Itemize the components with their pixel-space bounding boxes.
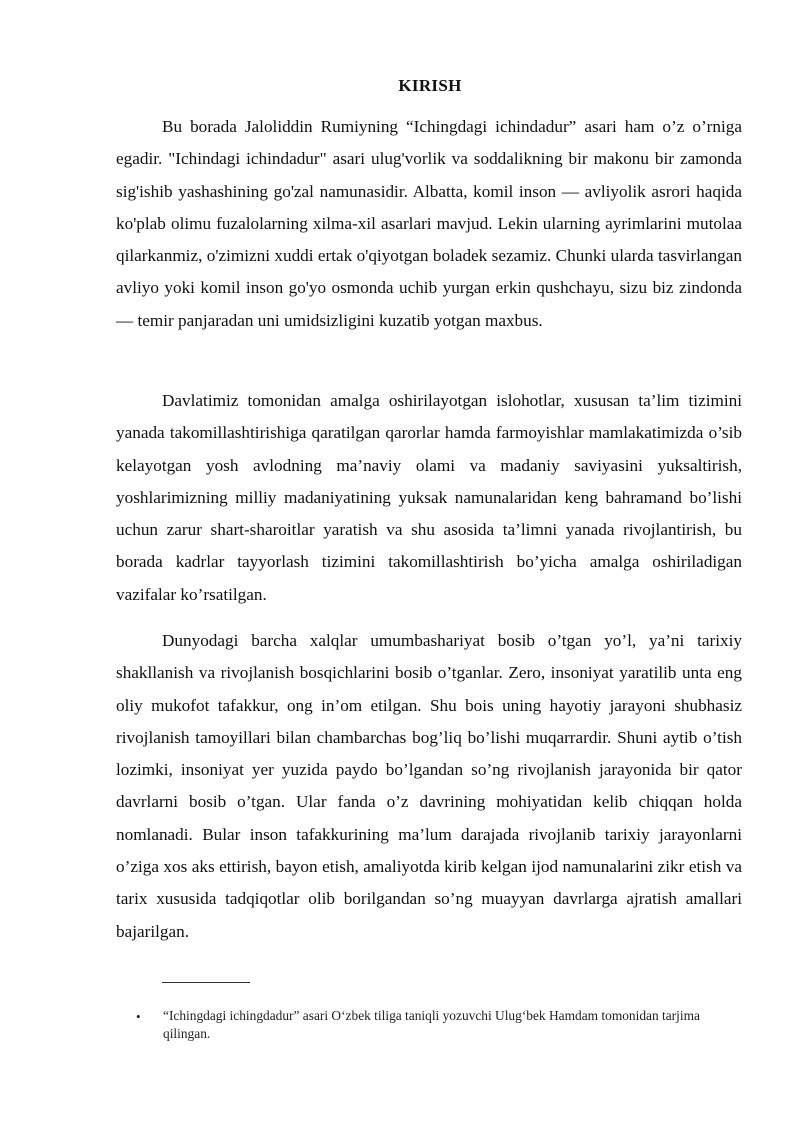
section-title: KIRISH <box>398 76 462 95</box>
footnote <box>136 1007 736 1043</box>
footnote-separator <box>162 982 250 983</box>
paragraph-1: Bu borada Jaloliddin Rumiyning “Ichingdagi ichindadur” asari ham o’z o’rniga egadir. "Ichindagi ichindadur" asari ulug'vorlik va soddalikning bir makonu bir zamonda sig'ishib yashashining go'zal namunasidir. Albatta, komil inson — avliyolik asrori haqida ko'plab olimu fuzalolarning xilma-xil asarlari mavjud. Lekin ularning ayrimlarini mutolaa qilarkanmiz, o'zimizni xuddi ertak o'qiyotgan boladek sezamiz. Chunki ularda tasvirlangan avliyo yoki komil inson go'yo osmonda uchib yurgan erkin qushchayu, sizu biz zindonda — temir panjaradan uni umidsizligini kuzatib yotgan maxbus. <box>116 117 742 330</box>
footnote-text: “Ichingdagi ichingdadur” asari O‘zbek tiligа taniqli yozuvchi Ulug‘bek Hamdam tomonidan tarjima qilingan. <box>163 1008 700 1041</box>
paragraph-3: Dunyodagi barcha xalqlar umumbashariyat bosib o’tgan yo’l, ya’ni tarixiy shakllanish va rivojlanish bosqichlarini bosib o’tganlar. Zero, insoniyat yaratilib unta eng oliy mukofot tafakkur, ong in’om etilgan. Shu bois uning hayotiy jarayoni shubhasiz rivojlanish tamoyillari bilan chambarchas bog’liq bo’lishi muqarrardir. Shuni aytib o’tish lozimki, insoniyat yer yuzida paydo bo’lgandan so’ng rivojlanish jarayonida bir qator davrlarni bosib o’tgan. Ular fanda o’z davrining mohiyatidan kelib chiqqan holda nomlanadi. Bular inson tafakkurining ma’lum darajada rivojlanib tarixiy jarayonlarni o’ziga xos aks ettirish, bayon etish, amaliyotda kirib kelgan ijod namunalarini zikr etish va tarix xususida tadqiqotlar olib borilgandan so’ng muayyan davrlarga ajratish amallari bajarilgan. <box>116 631 742 941</box>
footnote-bullet-icon: • <box>136 1009 141 1024</box>
paragraph-2: Davlatimiz tomonidan amalga oshirilayotgan islohotlar, xususan ta’lim tizimini yanada takomillashtirishiga qaratilgan qarorlar hamda farmoyishlar mamlakatimizda o’sib kelayotgan yosh avlodning ma’naviy olami va madaniy saviyasini yuksaltirish, yoshlarimizning milliy madaniyatining yuksak namunalaridan keng bahramand bo’lishi uchun zarur shart-sharoitlar yaratish va shu asosida ta’limni yanada rivojlantirish, bu borada kadrlar tayyorlash tizimini takomillashtirish bo’yicha amalga oshiriladigan vazifalar ko’rsatilgan. <box>116 391 742 604</box>
